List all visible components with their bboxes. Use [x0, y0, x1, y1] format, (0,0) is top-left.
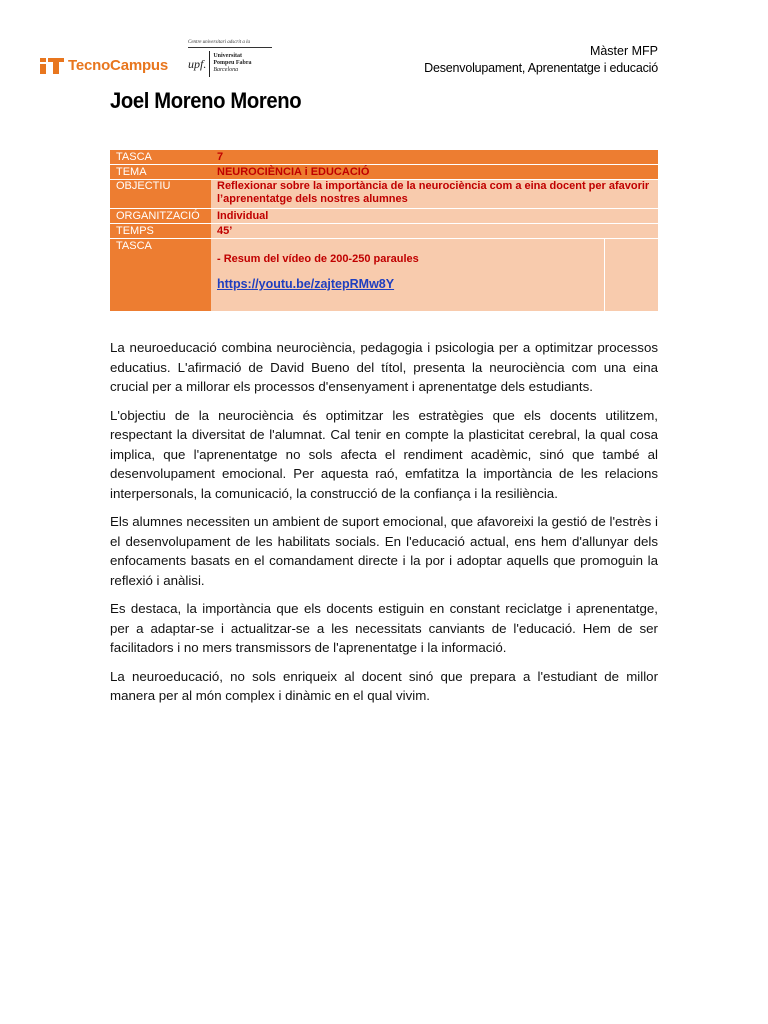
video-link[interactable]: https://youtu.be/zajtepRMw8Y	[217, 277, 395, 291]
tecnocampus-logo	[40, 57, 168, 74]
author-name: Joel Moreno Moreno	[110, 88, 302, 113]
upf-logo	[188, 40, 278, 77]
assignment-cell	[211, 239, 658, 312]
assignment-row	[110, 239, 658, 312]
task-label: TASCA	[110, 150, 211, 165]
paragraph: La neuroeducació, no sols enriqueix al docent sinó que prepara a l'estudiant de millor manera per al món complex i dinàmic en el qual vivim.	[110, 668, 658, 703]
paragraph: La neuroeducació combina neurociència, pedagogia i psicologia per a optimitzar processos educatius. L'afirmació de David Bueno del títol, presenta la neurociència com una eina crucial per a millorar els processos d'ensenyament i aprenentatge dels estudiants.	[110, 340, 658, 394]
topic-label: TEMA	[110, 165, 211, 180]
organization-value: Individual	[211, 209, 658, 224]
objective-value: Reflexionar sobre la importància de la neurociència com a eina docent per afavorir l’aprenentatge dels nostres alumnes	[211, 180, 658, 209]
paragraph: Es destaca, la importància que els docents estiguin en constant reciclatge i aprenentatge, per a adaptar-se i actualitzar-se a les necessitats canviants de l'educació. Hem de ser facilitadors i no mers transmissors de l'aprenentatge i la informació.	[110, 601, 658, 655]
task-row	[110, 150, 658, 165]
tecnocampus-icon	[40, 58, 64, 74]
task-table	[110, 150, 658, 312]
paragraph: Els alumnes necessiten un ambient de suport emocional, que afavoreixi la gestió de l'estrès i el desenvolupament de les habilitats socials. En l'educació actual, ens hem d'allunyar dels enfocaments basats en el comandament directe i la por i adoptar aquells que promoguin la reflexió i anàlisi.	[110, 514, 658, 588]
objective-label: OBJECTIU	[110, 180, 211, 209]
time-label: TEMPS	[110, 224, 211, 239]
upf-tagline: Centre universitari adscrit a la	[188, 40, 251, 45]
upf-name-line-1: Universitat	[213, 53, 243, 59]
course-name: Desenvolupament, Aprenentatge i educació	[424, 61, 658, 75]
upf-name-line-3: Barcelona	[213, 67, 239, 73]
organization-row	[110, 209, 658, 224]
assignment-description: - Resum del vídeo de 200-250 paraules	[217, 253, 419, 265]
time-row	[110, 224, 658, 239]
upf-name-line-2: Pompeu Fabra	[213, 60, 252, 66]
essay-body	[110, 338, 658, 715]
paragraph: L'objectiu de la neurociència és optimitzar les estratègies que els docents utilitzem, respectant la diversitat de l'alumnat. Cal tenir en compte la plasticitat cerebral, la qual cosa implica, que l'aprenentatge no sols afecta el rendiment acadèmic, sinó que també al desenvolupament emocional. Per aquesta raó, emfatitza la importància de les relacions interpersonals, la comunicació, la construcció de la confiança i la resiliència.	[110, 407, 658, 501]
task-value: 7	[211, 150, 658, 165]
document-header	[424, 43, 658, 77]
upf-divider	[188, 47, 272, 48]
organization-label: ORGANITZACIÓ	[110, 209, 211, 224]
topic-row	[110, 165, 658, 180]
assignment-content	[211, 239, 605, 311]
topic-value: NEUROCIÈNCIA i EDUCACIÓ	[211, 165, 658, 180]
time-value: 45’	[211, 224, 658, 239]
assignment-label: TASCA	[110, 239, 211, 312]
tecnocampus-wordmark: TecnoCampus	[68, 57, 169, 74]
program-name: Màster MFP	[589, 44, 658, 58]
upf-mark: upf.	[188, 51, 210, 77]
upf-name	[210, 51, 251, 74]
objective-row	[110, 180, 658, 209]
